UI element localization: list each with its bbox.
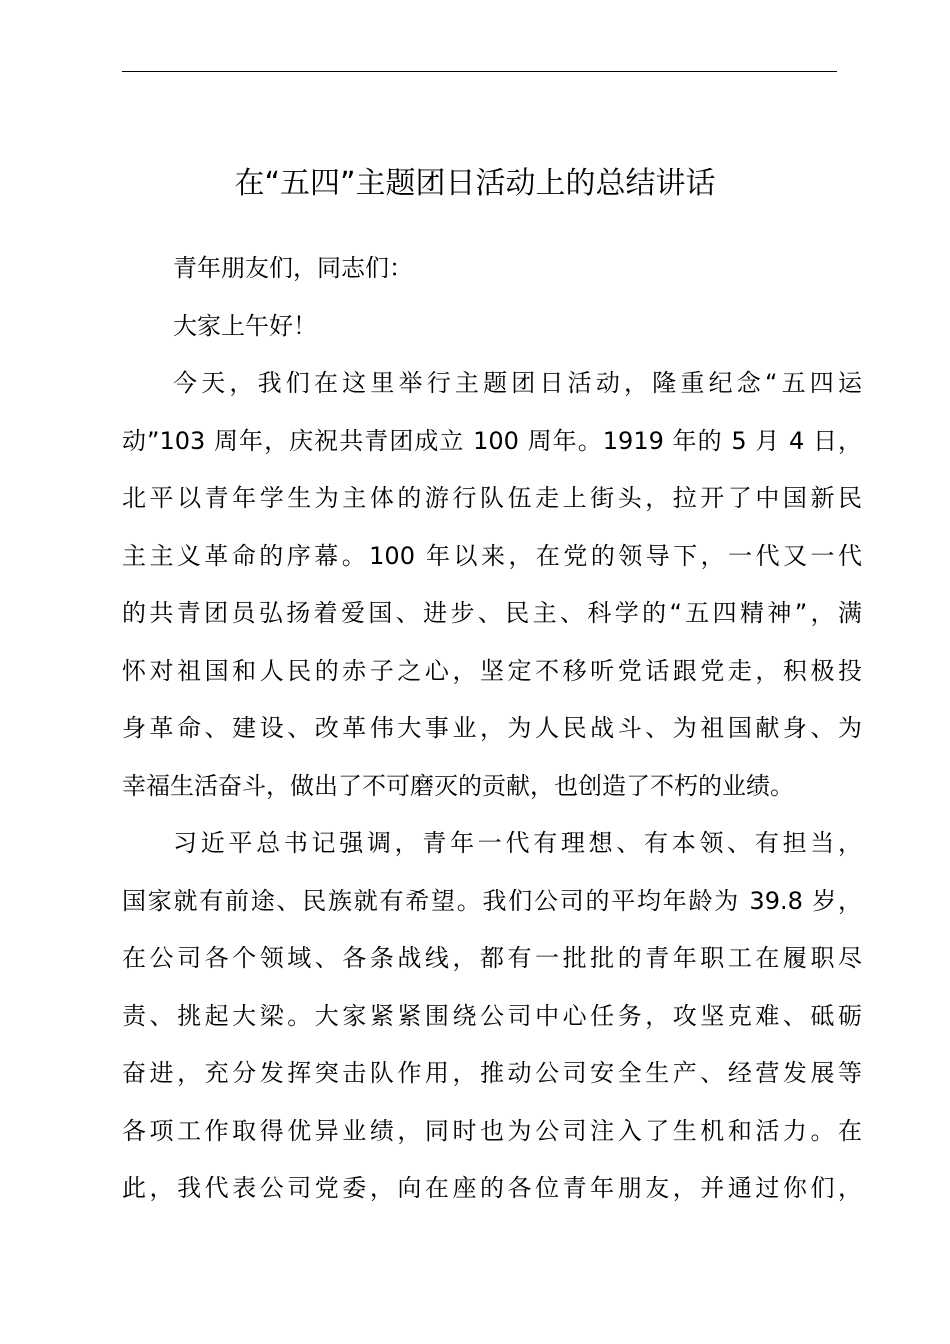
paragraph-line: 国家就有前途、民族就有希望。我们公司的平均年龄为 39.8 岁，	[122, 886, 862, 915]
header-rule	[122, 71, 837, 72]
greeting-paragraph	[122, 298, 862, 356]
salutation-line: 青年朋友们，同志们：	[173, 254, 413, 282]
paragraph-line: 北平以青年学生为主体的游行队伍走上街头，拉开了中国新民	[122, 484, 862, 512]
paragraph-line: 奋进，充分发挥突击队作用，推动公司安全生产、经营发展等	[122, 1059, 862, 1087]
body-paragraph-1	[122, 355, 862, 815]
paragraph-line: 习近平总书记强调，青年一代有理想、有本领、有担当，	[173, 829, 862, 857]
paragraph-line: 在公司各个领域、各条战线，都有一批批的青年职工在履职尽	[122, 944, 862, 972]
paragraph-line: 责、挑起大梁。大家紧紧围绕公司中心任务，攻坚克难、砥砺	[122, 1001, 862, 1030]
salutation-paragraph	[122, 240, 862, 298]
paragraph-line: 的共青团员弘扬着爱国、进步、民主、科学的“五四精神”，满	[122, 599, 862, 627]
paragraph-line: 身革命、建设、改革伟大事业，为人民战斗、为祖国献身、为	[122, 714, 862, 742]
paragraph-line: 幸福生活奋斗，做出了不可磨灭的贡献，也创造了不朽的业绩。	[122, 771, 794, 800]
paragraph-line: 主主义革命的序幕。100 年以来，在党的领导下，一代又一代	[122, 541, 862, 570]
paragraph-line: 今天，我们在这里举行主题团日活动，隆重纪念“五四运	[173, 369, 862, 397]
paragraph-line: 此，我代表公司党委，向在座的各位青年朋友，并通过你们，	[122, 1174, 862, 1202]
greeting-line: 大家上午好！	[173, 312, 317, 340]
paragraph-line: 怀对祖国和人民的赤子之心，坚定不移听党话跟党走，积极投	[122, 656, 862, 685]
document-title: 在“五四”主题团日活动上的总结讲话	[234, 166, 716, 201]
paragraph-line: 各项工作取得优异业绩，同时也为公司注入了生机和活力。在	[122, 1116, 862, 1145]
body-paragraph-2	[122, 815, 862, 1218]
paragraph-line: 动”103 周年，庆祝共青团成立 100 周年。1919 年的 5 月 4 日，	[122, 426, 862, 455]
